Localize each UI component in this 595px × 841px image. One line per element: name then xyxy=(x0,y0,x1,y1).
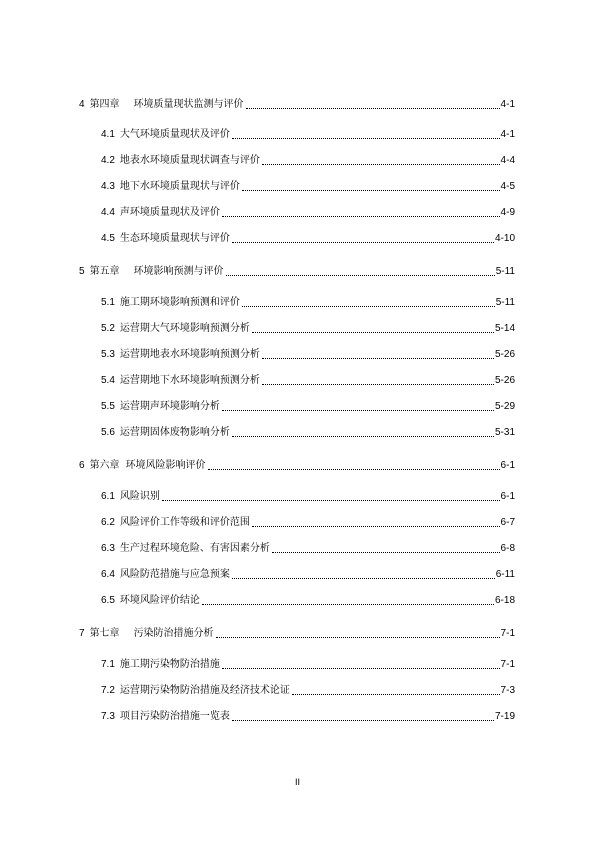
toc-section-4-2[interactable] xyxy=(101,151,515,167)
toc-chapter-label: 第六章 xyxy=(89,460,120,471)
toc-number: 4 xyxy=(79,99,85,110)
toc-section-6-1[interactable] xyxy=(101,487,515,503)
toc-number: 5.6 xyxy=(101,427,115,438)
dot-leader xyxy=(262,164,500,165)
toc-section-5-6[interactable] xyxy=(101,423,515,439)
toc-section-7-3[interactable] xyxy=(101,707,515,723)
toc-title: 地表水环境质量现状调查与评价 xyxy=(119,155,260,166)
toc-title: 环境风险评价结论 xyxy=(119,595,200,606)
toc-page: 5-29 xyxy=(494,401,515,412)
toc-number: 6.4 xyxy=(101,569,115,580)
dot-leader xyxy=(272,552,500,553)
toc-page: 5-26 xyxy=(494,375,515,386)
toc-title: 运营期地下水环境影响预测分析 xyxy=(119,375,260,386)
dot-leader xyxy=(202,604,494,605)
toc-page: 6-8 xyxy=(500,543,515,554)
toc-title: 运营期地表水环境影响预测分析 xyxy=(119,349,260,360)
toc-number: 4.4 xyxy=(101,207,115,218)
toc-title: 环境风险影响评价 xyxy=(125,460,206,471)
toc-page: 4-1 xyxy=(500,129,515,140)
toc-chapter-5[interactable] xyxy=(79,262,515,278)
dot-leader xyxy=(232,720,494,721)
dot-leader xyxy=(216,637,500,638)
toc-page: 7-19 xyxy=(494,711,515,722)
toc-page: 6-7 xyxy=(500,517,515,528)
toc-title: 生产过程环境危险、有害因素分析 xyxy=(119,543,270,554)
toc-section-6-4[interactable] xyxy=(101,565,515,581)
toc-title: 环境质量现状监测与评价 xyxy=(133,99,244,110)
toc-number: 5.4 xyxy=(101,375,115,386)
toc-number: 7.3 xyxy=(101,711,115,722)
toc-number: 4.1 xyxy=(101,129,115,140)
toc-page: 6-18 xyxy=(494,595,515,606)
dot-leader xyxy=(232,578,495,579)
toc-title: 生态环境质量现状与评价 xyxy=(119,233,230,244)
toc-title: 风险识别 xyxy=(119,491,160,502)
toc-page: 4-1 xyxy=(500,99,515,110)
toc-title: 运营期大气环境影响预测分析 xyxy=(119,323,250,334)
toc-number: 5.2 xyxy=(101,323,115,334)
toc-number: 5.3 xyxy=(101,349,115,360)
page-number: II xyxy=(294,777,300,787)
toc-section-5-2[interactable] xyxy=(101,319,515,335)
toc-page: 6-1 xyxy=(500,491,515,502)
toc-section-4-5[interactable] xyxy=(101,229,515,245)
toc-title: 风险防范措施与应急预案 xyxy=(119,569,230,580)
toc-section-5-5[interactable] xyxy=(101,397,515,413)
toc-section-5-1[interactable] xyxy=(101,293,515,309)
toc-section-6-5[interactable] xyxy=(101,591,515,607)
toc-section-6-2[interactable] xyxy=(101,513,515,529)
toc-section-5-4[interactable] xyxy=(101,371,515,387)
dot-leader xyxy=(162,500,500,501)
toc-title: 运营期污染物防治措施及经济技术论证 xyxy=(119,685,290,696)
toc-page: 4-10 xyxy=(494,233,515,244)
toc-chapter-label: 第五章 xyxy=(89,266,120,277)
toc-number: 5 xyxy=(79,266,85,277)
toc-section-7-1[interactable] xyxy=(101,655,515,671)
dot-leader xyxy=(262,384,494,385)
toc-section-7-2[interactable] xyxy=(101,681,515,697)
toc-number: 6.2 xyxy=(101,517,115,528)
dot-leader xyxy=(292,694,500,695)
toc-page: 4-9 xyxy=(500,207,515,218)
toc-chapter-label: 第四章 xyxy=(89,99,120,110)
toc-chapter-7[interactable] xyxy=(79,624,515,640)
toc-title: 项目污染防治措施一览表 xyxy=(119,711,230,722)
toc-page: 7-1 xyxy=(500,628,515,639)
toc-page: 5-31 xyxy=(494,427,515,438)
toc-chapter-4[interactable] xyxy=(79,95,515,111)
toc-title: 风险评价工作等级和评价范围 xyxy=(119,517,250,528)
dot-leader xyxy=(242,306,495,307)
toc-number: 7 xyxy=(79,628,85,639)
toc-title: 施工期污染物防治措施 xyxy=(119,659,220,670)
toc-title: 环境影响预测与评价 xyxy=(133,266,224,277)
toc-number: 4.5 xyxy=(101,233,115,244)
dot-leader xyxy=(222,668,500,669)
toc-page: 5-11 xyxy=(495,297,515,308)
dot-leader xyxy=(222,410,494,411)
toc-number: 6.3 xyxy=(101,543,115,554)
dot-leader xyxy=(232,138,500,139)
toc-section-6-3[interactable] xyxy=(101,539,515,555)
toc-number: 4.3 xyxy=(101,181,115,192)
toc-section-4-3[interactable] xyxy=(101,177,515,193)
toc-chapter-6[interactable] xyxy=(79,456,515,472)
toc-title: 大气环境质量现状及评价 xyxy=(119,129,230,140)
toc-section-5-3[interactable] xyxy=(101,345,515,361)
toc-page: 4-4 xyxy=(500,155,515,166)
toc-number: 4.2 xyxy=(101,155,115,166)
dot-leader xyxy=(226,275,495,276)
toc-title: 施工期环境影响预测和评价 xyxy=(119,297,240,308)
toc-number: 7.2 xyxy=(101,685,115,696)
toc-page: 7-3 xyxy=(500,685,515,696)
toc-page: 4-5 xyxy=(500,181,515,192)
toc-page: 5-11 xyxy=(495,266,515,277)
dot-leader xyxy=(232,242,494,243)
toc-page: 6-1 xyxy=(500,460,515,471)
toc-title: 运营期声环境影响分析 xyxy=(119,401,220,412)
toc-section-4-1[interactable] xyxy=(101,125,515,141)
dot-leader xyxy=(262,358,494,359)
toc-number: 5.5 xyxy=(101,401,115,412)
toc-page: 6-11 xyxy=(495,569,515,580)
dot-leader xyxy=(246,108,500,109)
dot-leader xyxy=(252,526,500,527)
toc-title: 污染防治措施分析 xyxy=(133,628,214,639)
toc-page: 7-1 xyxy=(500,659,515,670)
dot-leader xyxy=(208,469,500,470)
toc-section-4-4[interactable] xyxy=(101,203,515,219)
toc-page: 5-14 xyxy=(494,323,515,334)
toc-title: 地下水环境质量现状与评价 xyxy=(119,181,240,192)
toc-number: 6 xyxy=(79,460,85,471)
toc-number: 7.1 xyxy=(101,659,115,670)
toc-page: 5-26 xyxy=(494,349,515,360)
toc-chapter-label: 第七章 xyxy=(89,628,120,639)
dot-leader xyxy=(242,190,500,191)
dot-leader xyxy=(232,436,494,437)
toc-number: 6.1 xyxy=(101,491,115,502)
toc-title: 运营期固体废物影响分析 xyxy=(119,427,230,438)
dot-leader xyxy=(222,216,500,217)
toc-title: 声环境质量现状及评价 xyxy=(119,207,220,218)
toc-number: 6.5 xyxy=(101,595,115,606)
toc-number: 5.1 xyxy=(101,297,115,308)
dot-leader xyxy=(252,332,494,333)
